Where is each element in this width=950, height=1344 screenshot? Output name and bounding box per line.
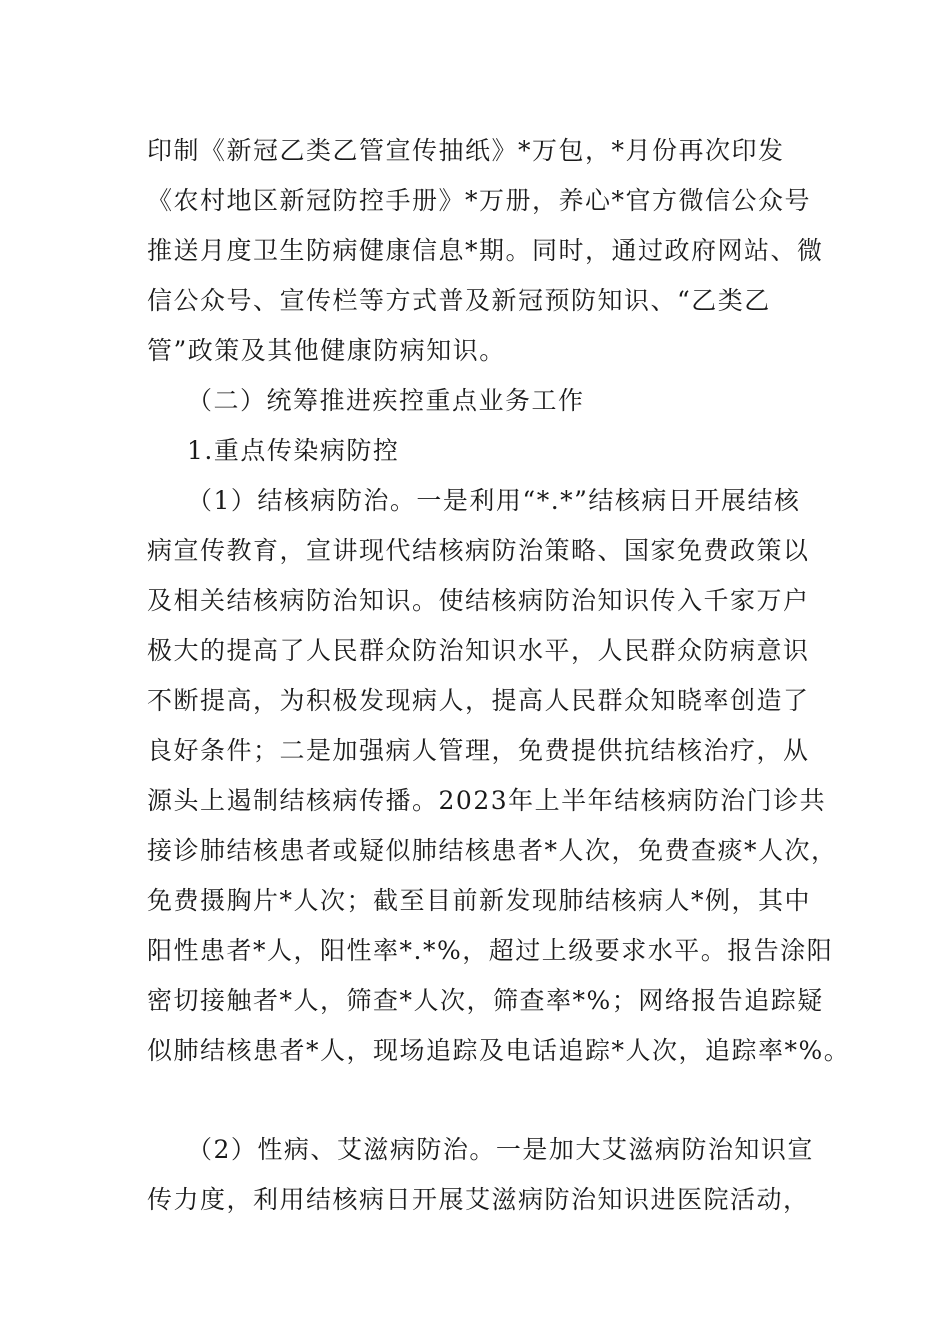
subsection-heading: 1.重点传染病防控 [187, 436, 400, 465]
paragraph-line: 似肺结核患者*人，现场追踪及电话追踪*人次，追踪率*%。 [147, 1036, 851, 1065]
paragraph-line: 阳性患者*人，阳性率*.*%，超过上级要求水平。报告涂阳 [147, 936, 834, 965]
paragraph-line: 《农村地区新冠防控手册》*万册，养心*官方微信公众号 [147, 186, 812, 215]
paragraph-line: 接诊肺结核患者或疑似肺结核患者*人次，免费查痰*人次， [147, 836, 838, 865]
paragraph-line: 良好条件；二是加强病人管理，免费提供抗结核治疗，从 [147, 736, 810, 765]
paragraph-line: 推送月度卫生防病健康信息*期。同时，通过政府网站、微 [147, 236, 824, 265]
paragraph-line: （2）性病、艾滋病防治。一是加大艾滋病防治知识宣 [187, 1135, 814, 1164]
paragraph-line: 源头上遏制结核病传播。2023年上半年结核病防治门诊共 [147, 786, 827, 815]
paragraph-line: 免费摄胸片*人次；截至目前新发现肺结核病人*例，其中 [147, 886, 812, 915]
paragraph-line: 信公众号、宣传栏等方式普及新冠预防知识、“乙类乙 [147, 286, 771, 315]
section-heading: （二）统筹推进疾控重点业务工作 [187, 386, 585, 415]
paragraph-line: （1）结核病防治。一是利用“*.*”结核病日开展结核 [187, 486, 801, 515]
paragraph-line: 管”政策及其他健康防病知识。 [147, 336, 506, 365]
paragraph-line: 印制《新冠乙类乙管宣传抽纸》*万包，*月份再次印发 [147, 136, 785, 165]
paragraph-line: 极大的提高了人民群众防治知识水平，人民群众防病意识 [147, 636, 810, 665]
paragraph-line: 不断提高，为积极发现病人，提高人民群众知晓率创造了 [147, 686, 810, 715]
paragraph-line: 及相关结核病防治知识。使结核病防治知识传入千家万户 [147, 586, 810, 615]
paragraph-line: 病宣传教育，宣讲现代结核病防治策略、国家免费政策以 [147, 536, 810, 565]
paragraph-line: 传力度，利用结核病日开展艾滋病防治知识进医院活动， [147, 1185, 810, 1214]
paragraph-line: 密切接触者*人，筛查*人次，筛查率*%；网络报告追踪疑 [147, 986, 824, 1015]
